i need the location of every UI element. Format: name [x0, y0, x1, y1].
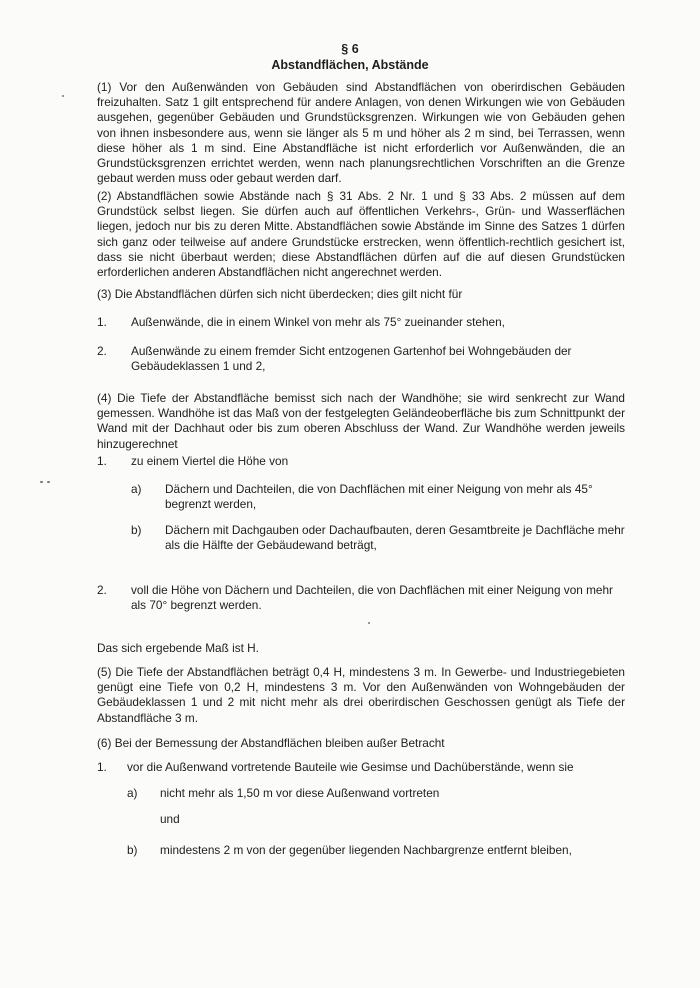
sublist-text: Dächern und Dachteilen, die von Dachflächen mit einer Neigung von mehr als 45° begrenzt werden, [165, 482, 593, 512]
section-number: § 6 [341, 42, 359, 56]
scan-speck [62, 95, 64, 97]
paragraph-5: (5) Die Tiefe der Abstandflächen beträgt 0,4 H, mindestens 3 m. In Gewerbe- und Industriegebieten genügt eine Tiefe von 0,2 H, mindestens 3 m. Vor den Außenwänden von Wohngebäuden der Gebäudeklassen 1 und 2 mit nicht mehr als drei oberirdischen Geschossen genügt als Tiefe der Abstandfläche 3 m. [97, 665, 625, 725]
sublist-label: a) [131, 482, 142, 496]
list-number: 2. [97, 583, 107, 597]
list-item-text: vor die Außenwand vortretende Bauteile wie Gesimse und Dachüberstände, wenn sie [127, 760, 574, 774]
list-item-text: Außenwände, die in einem Winkel von mehr als 75° zueinander stehen, [131, 315, 505, 329]
paragraph-4: (4) Die Tiefe der Abstandfläche bemisst sich nach der Wandhöhe; sie wird senkrecht zur Wand gemessen. Wandhöhe ist das Maß von der festgelegten Geländeoberfläche bis zum Schnittpunkt der Wand mit der Dachhaut oder bis zum oberen Abschluss der Wand. Zur Wandhöhe werden jeweils hinzugerechnet [97, 391, 625, 451]
list-item-text: zu einem Viertel die Höhe von [131, 454, 289, 468]
paragraph-6: (6) Bei der Bemessung der Abstandflächen bleiben außer Betracht [97, 736, 445, 750]
scan-speck [40, 481, 43, 483]
result-line: Das sich ergebende Maß ist H. [97, 641, 259, 655]
sublist-text: Dächern mit Dachgauben oder Dachaufbauten, deren Gesamtbreite je Dachfläche mehr als die Hälfte der Gebäudewand beträgt, [165, 523, 625, 553]
sublist-label: b) [131, 523, 142, 537]
conjunction-text: und [160, 812, 180, 826]
sublist-text: mindestens 2 m von der gegenüber liegenden Nachbargrenze entfernt bleiben, [160, 843, 572, 857]
sublist-label: a) [127, 786, 138, 800]
list-number: 2. [97, 344, 107, 358]
paragraph-1: (1) Vor den Außenwänden von Gebäuden sind Abstandflächen von oberirdischen Gebäuden freizuhalten. Satz 1 gilt entsprechend für andere Anlagen, von denen Wirkungen wie von Gebäuden ausgehen, gegenüber Gebäuden und Grundstücksgrenzen. Wirkungen wie von Gebäuden gehen von ihnen insbesondere aus, wenn sie länger als 5 m und höher als 2 m sind, bei Terrassen, wenn diese höher als 1 m sind. Eine Abstandfläche ist nicht erforderlich vor Außenwänden, die an Grundstücksgrenzen errichtet werden, wenn nach planungsrechtlichen Vorschriften an die Grenze gebaut werden muss oder gebaut werden darf. [97, 80, 625, 186]
scan-speck [368, 622, 370, 624]
list-item-text: voll die Höhe von Dächern und Dachteilen, die von Dachflächen mit einer Neigung von mehr als 70° begrenzt werden. [131, 583, 613, 613]
list-number: 1. [97, 454, 107, 468]
list-number: 1. [97, 315, 107, 329]
sublist-text: nicht mehr als 1,50 m vor diese Außenwand vortreten [160, 786, 440, 800]
paragraph-2: (2) Abstandflächen sowie Abstände nach § 31 Abs. 2 Nr. 1 und § 33 Abs. 2 müssen auf dem Grundstück selbst liegen. Sie dürfen auch auf öffentlichen Verkehrs-, Grün- und Wasserflächen liegen, jedoch nur bis zu deren Mitte. Abstandflächen sowie Abstände im Sinne des Satzes 1 dürfen sich ganz oder teilweise auf andere Grundstücke erstrecken, wenn öffentlich-rechtlich gesichert ist, dass sie nicht überbaut werden; diese Abstandflächen dürfen auf die auf diesen Grundstücken erforderlichen anderen Abstandflächen nicht angerechnet werden. [97, 189, 625, 280]
scan-speck [47, 481, 50, 483]
list-number: 1. [97, 760, 107, 774]
paragraph-3: (3) Die Abstandflächen dürfen sich nicht überdecken; dies gilt nicht für [97, 287, 463, 301]
sublist-label: b) [127, 843, 138, 857]
list-item-text: Außenwände zu einem fremder Sicht entzogenen Gartenhof bei Wohngebäuden der Gebäudeklassen 1 und 2, [131, 344, 572, 374]
section-title: Abstandflächen, Abstände [271, 58, 429, 72]
